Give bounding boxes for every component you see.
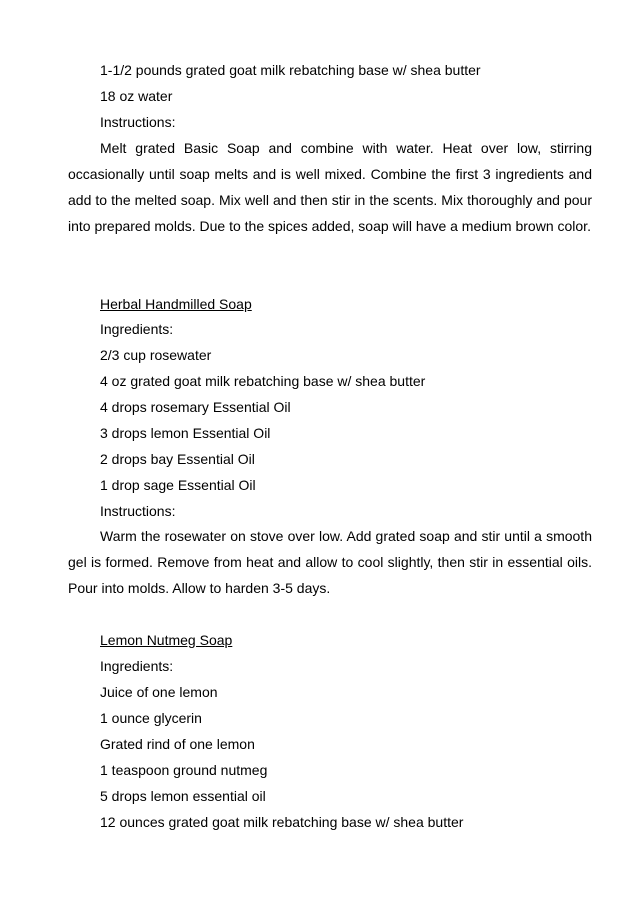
ingredient-line: 2 drops bay Essential Oil (100, 451, 255, 467)
instructions-paragraph: Warm the rosewater on stove over low. Add grated soap and stir until a smooth gel is formed. Remove from heat and allow to cool slightly, then stir in essential oils. Pour into molds. Allow to harden 3-5 days. (68, 528, 592, 596)
ingredient-line: 1 teaspoon ground nutmeg (100, 762, 268, 778)
instructions-label: Instructions: (100, 114, 176, 130)
ingredients-label: Ingredients: (100, 321, 174, 337)
ingredient-line: 12 ounces grated goat milk rebatching base w/ shea butter (100, 814, 464, 830)
recipe-title: Lemon Nutmeg Soap (100, 632, 233, 648)
instructions-paragraph: Melt grated Basic Soap and combine with water. Heat over low, stirring occasionally until soap melts and is well mixed. Combine the first 3 ingredients and add to the melted soap. Mix well and then stir in the scents. Mix thoroughly and pour into prepared molds. Due to the spices added, soap will have a medium brown color. (68, 140, 592, 234)
ingredient-line: 4 oz grated goat milk rebatching base w/ shea butter (100, 373, 426, 389)
ingredient-line: Grated rind of one lemon (100, 736, 255, 752)
ingredient-line: 3 drops lemon Essential Oil (100, 425, 271, 441)
ingredients-label: Ingredients: (100, 658, 174, 674)
ingredient-line: 5 drops lemon essential oil (100, 788, 266, 804)
ingredient-line: 1 drop sage Essential Oil (100, 477, 256, 493)
ingredient-line: Juice of one lemon (100, 684, 218, 700)
ingredient-line: 18 oz water (100, 88, 173, 104)
instructions-label: Instructions: (100, 503, 176, 519)
ingredient-line: 4 drops rosemary Essential Oil (100, 399, 291, 415)
ingredient-line: 1-1/2 pounds grated goat milk rebatching base w/ shea butter (100, 62, 481, 78)
recipe-title: Herbal Handmilled Soap (100, 296, 252, 312)
ingredient-line: 2/3 cup rosewater (100, 347, 212, 363)
ingredient-line: 1 ounce glycerin (100, 710, 202, 726)
